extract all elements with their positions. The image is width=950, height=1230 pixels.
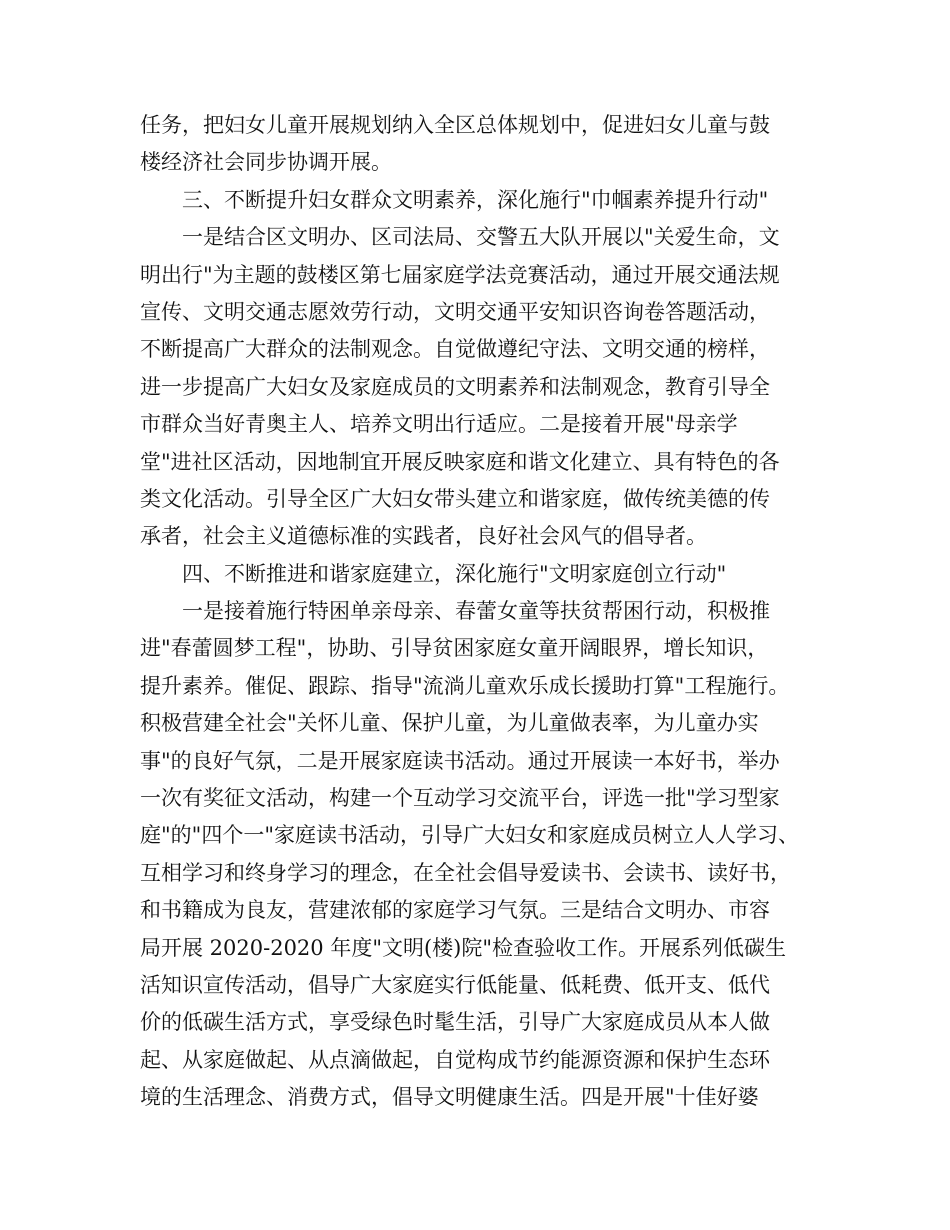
text-line: 进"春蕾圆梦工程"，协助、引导贫困家庭女童开阔眼界，增长知识，: [140, 636, 769, 661]
text-line: 三、不断提升妇女群众文明素养，深化施行"巾帼素养提升行动": [182, 187, 769, 212]
text-line: 楼经济社会同步协调开展。: [140, 150, 392, 175]
text-line: 境的生活理念、消费方式，倡导文明健康生活。四是开展"十佳好婆: [140, 1085, 759, 1110]
text-line: 起、从家庭做起、从点滴做起，自觉构成节约能源资源和保护生态环: [140, 1047, 770, 1072]
text-line: 提升素养。催促、跟踪、指导"流淌儿童欢乐成长援助打算"工程施行。: [140, 673, 790, 698]
text-line: 活知识宣传活动，倡导广大家庭实行低能量、低耗费、低开支、低代: [140, 972, 770, 997]
text-line: 局开展 2020-2020 年度"文明(楼)院"检查验收工作。开展系列低碳生: [140, 935, 787, 960]
text-line: 庭"的"四个一"家庭读书活动，引导广大妇女和家庭成员树立人人学习、: [140, 823, 799, 848]
text-line: 类文化活动。引导全区广大妇女带头建立和谐家庭，做传统美德的传: [140, 486, 770, 511]
text-line: 互相学习和终身学习的理念，在全社会倡导爱读书、会读书、读好书，: [140, 860, 791, 885]
text-line: 事"的良好气氛，二是开展家庭读书活动。通过开展读一本好书，举办: [140, 748, 780, 773]
document-body: [140, 107, 830, 1117]
text-line: 一是接着施行特困单亲母亲、春蕾女童等扶贫帮困行动，积极推: [182, 599, 770, 624]
text-line: 不断提高广大群众的法制观念。自觉做遵纪守法、文明交通的榜样，: [140, 337, 770, 362]
text-line: 宣传、文明交通志愿效劳行动，文明交通平安知识咨询卷答题活动，: [140, 299, 770, 324]
text-line: 堂"进社区活动，因地制宜开展反映家庭和谐文化建立、具有特色的各: [140, 449, 780, 474]
text-line: 四、不断推进和谐家庭建立，深化施行"文明家庭创立行动": [182, 561, 727, 586]
text-line: 明出行"为主题的鼓楼区第七届家庭学法竞赛活动，通过开展交通法规: [140, 262, 780, 287]
text-line: 任务，把妇女儿童开展规划纳入全区总体规划中，促进妇女儿童与鼓: [140, 113, 770, 137]
text-line: 一是结合区文明办、区司法局、交警五大队开展以"关爱生命，文: [182, 225, 780, 250]
text-line: 和书籍成为良友，营建浓郁的家庭学习气氛。三是结合文明办、市容: [140, 898, 770, 923]
text-line: 积极营建全社会"关怀儿童、保护儿童，为儿童做表率，为儿童办实: [140, 711, 759, 736]
text-line: 价的低碳生活方式，享受绿色时髦生活，引导广大家庭成员从本人做: [140, 1010, 770, 1035]
text-line: 一次有奖征文活动，构建一个互动学习交流平台，评选一批"学习型家: [140, 786, 780, 811]
text-line: 进一步提高广大妇女及家庭成员的文明素养和法制观念，教育引导全: [140, 374, 770, 399]
text-line: 承者，社会主义道德标准的实践者，良好社会风气的倡导者。: [140, 524, 707, 549]
text-line: 市群众当好青奥主人、培养文明出行适应。二是接着开展"母亲学: [140, 412, 738, 437]
